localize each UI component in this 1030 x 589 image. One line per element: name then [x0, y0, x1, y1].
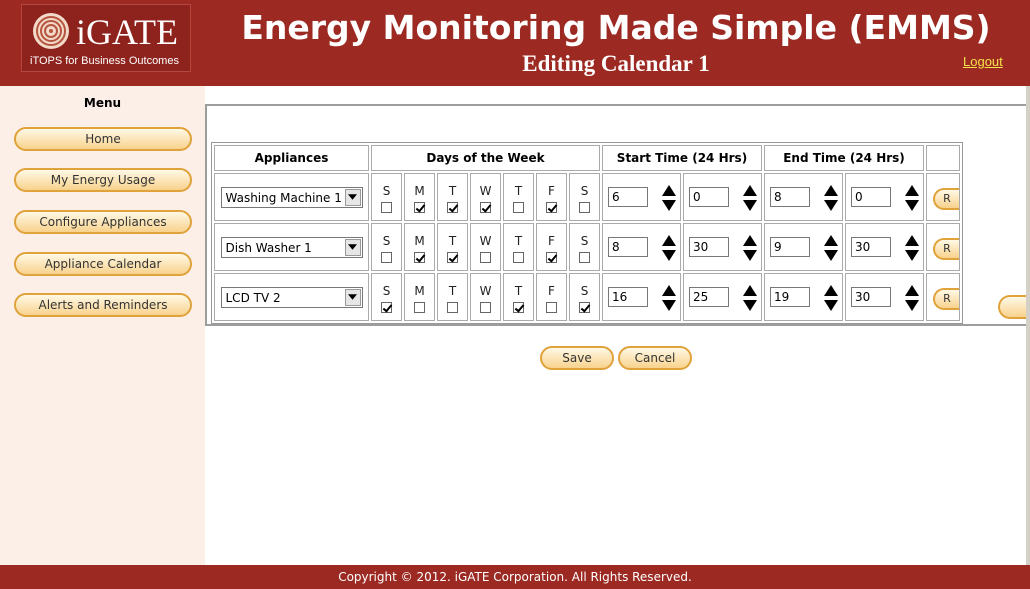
day-letter: W — [479, 234, 492, 248]
appliance-select[interactable] — [221, 187, 363, 208]
day-checkbox[interactable] — [447, 252, 458, 263]
row-action-cell — [926, 273, 960, 321]
day-letter: T — [514, 184, 523, 198]
day-cell — [536, 173, 567, 221]
spinner-arrows-icon[interactable] — [823, 234, 839, 262]
start-hour-cell — [602, 223, 681, 271]
day-cell — [404, 273, 435, 321]
start-minute-input[interactable]: 0 — [689, 187, 729, 207]
appliance-select[interactable] — [221, 237, 363, 258]
day-checkbox[interactable] — [513, 252, 524, 263]
day-cell — [569, 223, 600, 271]
day-cell — [503, 173, 534, 221]
dropdown-arrow-icon[interactable] — [345, 289, 361, 306]
spinner-arrows-icon[interactable] — [742, 184, 758, 212]
start-minute-input[interactable]: 25 — [689, 287, 729, 307]
start-hour-input[interactable]: 16 — [608, 287, 648, 307]
igate-rose-icon — [32, 12, 70, 50]
spinner-arrows-icon[interactable] — [661, 234, 677, 262]
day-cell — [470, 173, 501, 221]
day-checkbox[interactable] — [381, 202, 392, 213]
table-row — [214, 173, 960, 221]
day-checkbox[interactable] — [579, 302, 590, 313]
end-hour-input[interactable]: 9 — [770, 237, 810, 257]
day-checkbox[interactable] — [546, 252, 557, 263]
logout-link[interactable]: Logout — [963, 54, 1003, 69]
day-checkbox[interactable] — [414, 302, 425, 313]
day-checkbox[interactable] — [480, 202, 491, 213]
end-minute-cell — [845, 223, 924, 271]
appliance-cell — [214, 223, 369, 271]
header-end-time: End Time (24 Hrs) — [764, 145, 924, 171]
spinner-arrows-icon[interactable] — [661, 284, 677, 312]
day-checkbox[interactable] — [546, 302, 557, 313]
header-days-of-week: Days of the Week — [371, 145, 600, 171]
day-cell — [437, 273, 468, 321]
day-cell — [569, 173, 600, 221]
header-start-time: Start Time (24 Hrs) — [602, 145, 762, 171]
nav-configure-appliances-button[interactable]: Configure Appliances — [14, 210, 192, 234]
start-minute-cell — [683, 273, 762, 321]
table-row — [214, 223, 960, 271]
day-letter: T — [448, 184, 457, 198]
end-minute-cell — [845, 273, 924, 321]
end-minute-input[interactable]: 0 — [851, 187, 891, 207]
day-checkbox[interactable] — [414, 252, 425, 263]
start-hour-cell — [602, 273, 681, 321]
day-letter: S — [382, 284, 391, 298]
day-letter: M — [414, 234, 425, 248]
row-action-button[interactable]: R — [933, 188, 959, 210]
day-letter: S — [580, 184, 589, 198]
appliance-select[interactable] — [221, 287, 363, 308]
day-cell — [437, 173, 468, 221]
nav-home-button[interactable]: Home — [14, 127, 192, 151]
day-letter: T — [514, 284, 523, 298]
day-letter: F — [548, 234, 555, 248]
row-action-button[interactable]: R — [933, 288, 959, 310]
day-checkbox[interactable] — [480, 302, 491, 313]
calendar-table — [211, 142, 963, 324]
appliance-cell — [214, 273, 369, 321]
header-bar — [0, 0, 1030, 86]
day-cell — [470, 273, 501, 321]
end-hour-cell — [764, 223, 843, 271]
start-hour-input[interactable]: 6 — [608, 187, 648, 207]
spinner-arrows-icon[interactable] — [823, 284, 839, 312]
end-hour-input[interactable]: 8 — [770, 187, 810, 207]
cancel-button[interactable]: Cancel — [618, 346, 692, 370]
appliance-cell — [214, 173, 369, 221]
menu-title: Menu — [83, 96, 122, 110]
day-checkbox[interactable] — [546, 202, 557, 213]
header-appliances: Appliances — [214, 145, 369, 171]
day-letter: T — [448, 284, 457, 298]
app-title: Energy Monitoring Made Simple (EMMS) — [241, 8, 991, 47]
spinner-arrows-icon[interactable] — [742, 234, 758, 262]
day-letter: S — [382, 184, 391, 198]
start-hour-cell — [602, 173, 681, 221]
end-minute-cell — [845, 173, 924, 221]
day-letter: T — [448, 234, 457, 248]
sidebar — [0, 86, 205, 565]
day-cell — [536, 273, 567, 321]
day-checkbox[interactable] — [513, 202, 524, 213]
day-cell — [371, 173, 402, 221]
day-cell — [371, 223, 402, 271]
day-cell — [503, 273, 534, 321]
spinner-arrows-icon[interactable] — [742, 284, 758, 312]
day-cell — [437, 223, 468, 271]
nav-alerts-reminders-button[interactable]: Alerts and Reminders — [14, 293, 192, 317]
day-checkbox[interactable] — [579, 202, 590, 213]
dropdown-arrow-icon[interactable] — [345, 189, 361, 206]
day-letter: W — [479, 184, 492, 198]
day-checkbox[interactable] — [480, 252, 491, 263]
row-action-cell — [926, 223, 960, 271]
start-hour-input[interactable]: 8 — [608, 237, 648, 257]
footer: Copyright © 2012. iGATE Corporation. All Rights Reserved. — [0, 565, 1030, 589]
day-letter: S — [382, 234, 391, 248]
spinner-arrows-icon[interactable] — [904, 284, 920, 312]
appliance-select-value: Dish Washer 1 — [225, 240, 312, 255]
page-title: Editing Calendar 1 — [522, 51, 710, 76]
end-hour-input[interactable]: 19 — [770, 287, 810, 307]
start-minute-cell — [683, 223, 762, 271]
save-button[interactable]: Save — [540, 346, 614, 370]
table-header-row — [214, 145, 960, 171]
day-checkbox[interactable] — [381, 302, 392, 313]
igate-logo — [21, 4, 191, 72]
dropdown-arrow-icon[interactable] — [345, 239, 361, 256]
end-minute-input[interactable]: 30 — [851, 237, 891, 257]
day-checkbox[interactable] — [579, 252, 590, 263]
day-cell — [404, 223, 435, 271]
day-checkbox[interactable] — [447, 302, 458, 313]
day-letter: M — [414, 184, 425, 198]
end-minute-input[interactable]: 30 — [851, 287, 891, 307]
day-letter: F — [548, 184, 555, 198]
logo-wordmark: iGATE — [76, 12, 178, 52]
day-checkbox[interactable] — [381, 252, 392, 263]
day-cell — [569, 273, 600, 321]
spinner-arrows-icon[interactable] — [904, 234, 920, 262]
day-checkbox[interactable] — [513, 302, 524, 313]
day-letter: W — [479, 284, 492, 298]
day-letter: S — [580, 284, 589, 298]
spinner-arrows-icon[interactable] — [904, 184, 920, 212]
day-cell — [503, 223, 534, 271]
day-letter: T — [514, 234, 523, 248]
day-cell — [470, 223, 501, 271]
nav-appliance-calendar-button[interactable]: Appliance Calendar — [14, 252, 192, 276]
nav-my-energy-usage-button[interactable]: My Energy Usage — [14, 168, 192, 192]
appliance-select-value: Washing Machine 1 — [225, 190, 342, 205]
end-hour-cell — [764, 273, 843, 321]
window-scrollbar-edge[interactable] — [1026, 86, 1030, 565]
table-row — [214, 273, 960, 321]
spinner-arrows-icon[interactable] — [661, 184, 677, 212]
day-cell — [371, 273, 402, 321]
day-cell — [404, 173, 435, 221]
day-checkbox[interactable] — [447, 202, 458, 213]
header-actions — [926, 145, 960, 171]
end-hour-cell — [764, 173, 843, 221]
day-cell — [536, 223, 567, 271]
row-action-button[interactable]: R — [933, 238, 959, 260]
spinner-arrows-icon[interactable] — [823, 184, 839, 212]
day-checkbox[interactable] — [414, 202, 425, 213]
logo-tagline: iTOPS for Business Outcomes — [30, 55, 179, 67]
appliance-select-value: LCD TV 2 — [225, 290, 281, 305]
row-action-cell — [926, 173, 960, 221]
day-letter: M — [414, 284, 425, 298]
day-letter: F — [548, 284, 555, 298]
start-minute-cell — [683, 173, 762, 221]
day-letter: S — [580, 234, 589, 248]
start-minute-input[interactable]: 30 — [689, 237, 729, 257]
